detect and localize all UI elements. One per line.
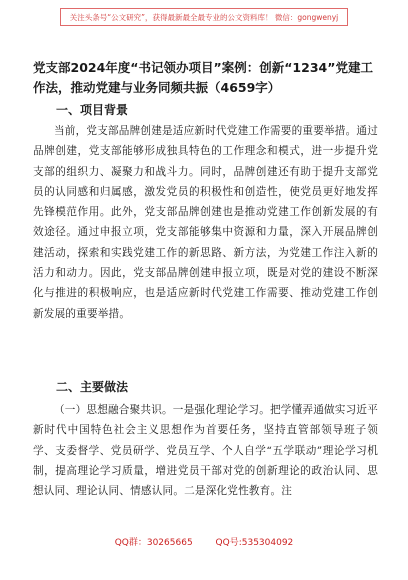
- promo-banner: 关注头条号“公文研究”，获得最新最全最专业的公文资料库！ 微信：gongwenyj: [60, 8, 348, 26]
- document-title: 党支部2024年度“书记领办项目”案例：创新“1234”党建工作法，推动党建与业务同频共振（4659字）: [33, 60, 373, 95]
- footer-qq-group: QQ群：30265665: [114, 538, 193, 548]
- paragraph-text: （一）思想融合聚共识。一是强化理论学习。把学懂弄通做实习近平新时代中国特色社会主义思想作为首要任务，坚持直管部领导班子领学、支委督学、党员研学、党员互学、个人自学“五学联动”理论学习机制，提高理论学习质量，增进党员干部对党的创新理论的政治认同、思想认同、理论认同、情感认同。二是深化党性教育。注: [33, 404, 378, 498]
- footer-qq-number: QQ号:535304092: [215, 538, 294, 548]
- section-background-paragraph: [33, 121, 378, 324]
- section-practices-paragraph: [33, 400, 378, 501]
- footer-contact: [0, 535, 408, 548]
- paragraph-text: 当前，党支部品牌创建是适应新时代党建工作需要的重要举措。通过品牌创建，党支部能够形成独具特色的工作理念和模式，进一步提升党支部的组织力、凝聚力和战斗力。同时，品牌创建还有助于提升支部党员的认同感和归属感，激发党员的积极性和创造性，使党员更好地发挥先锋模范作用。此外，党支部品牌创建也是推动党建工作创新发展的有效途径。通过申报立项，党支部能够集中资源和力量，深入开展品牌创建活动，探索和实践党建工作的新思路、新方法，为党建工作注入新的活力和动力。因此，党支部品牌创建申报立项，既是对党的建设不断深化与推进的积极响应，也是适应新时代党建工作需要、推动党建工作创新发展的重要举措。: [33, 125, 378, 320]
- section-heading-practices: 二、主要做法: [56, 380, 129, 394]
- section-heading-background: 一、项目背景: [56, 103, 129, 117]
